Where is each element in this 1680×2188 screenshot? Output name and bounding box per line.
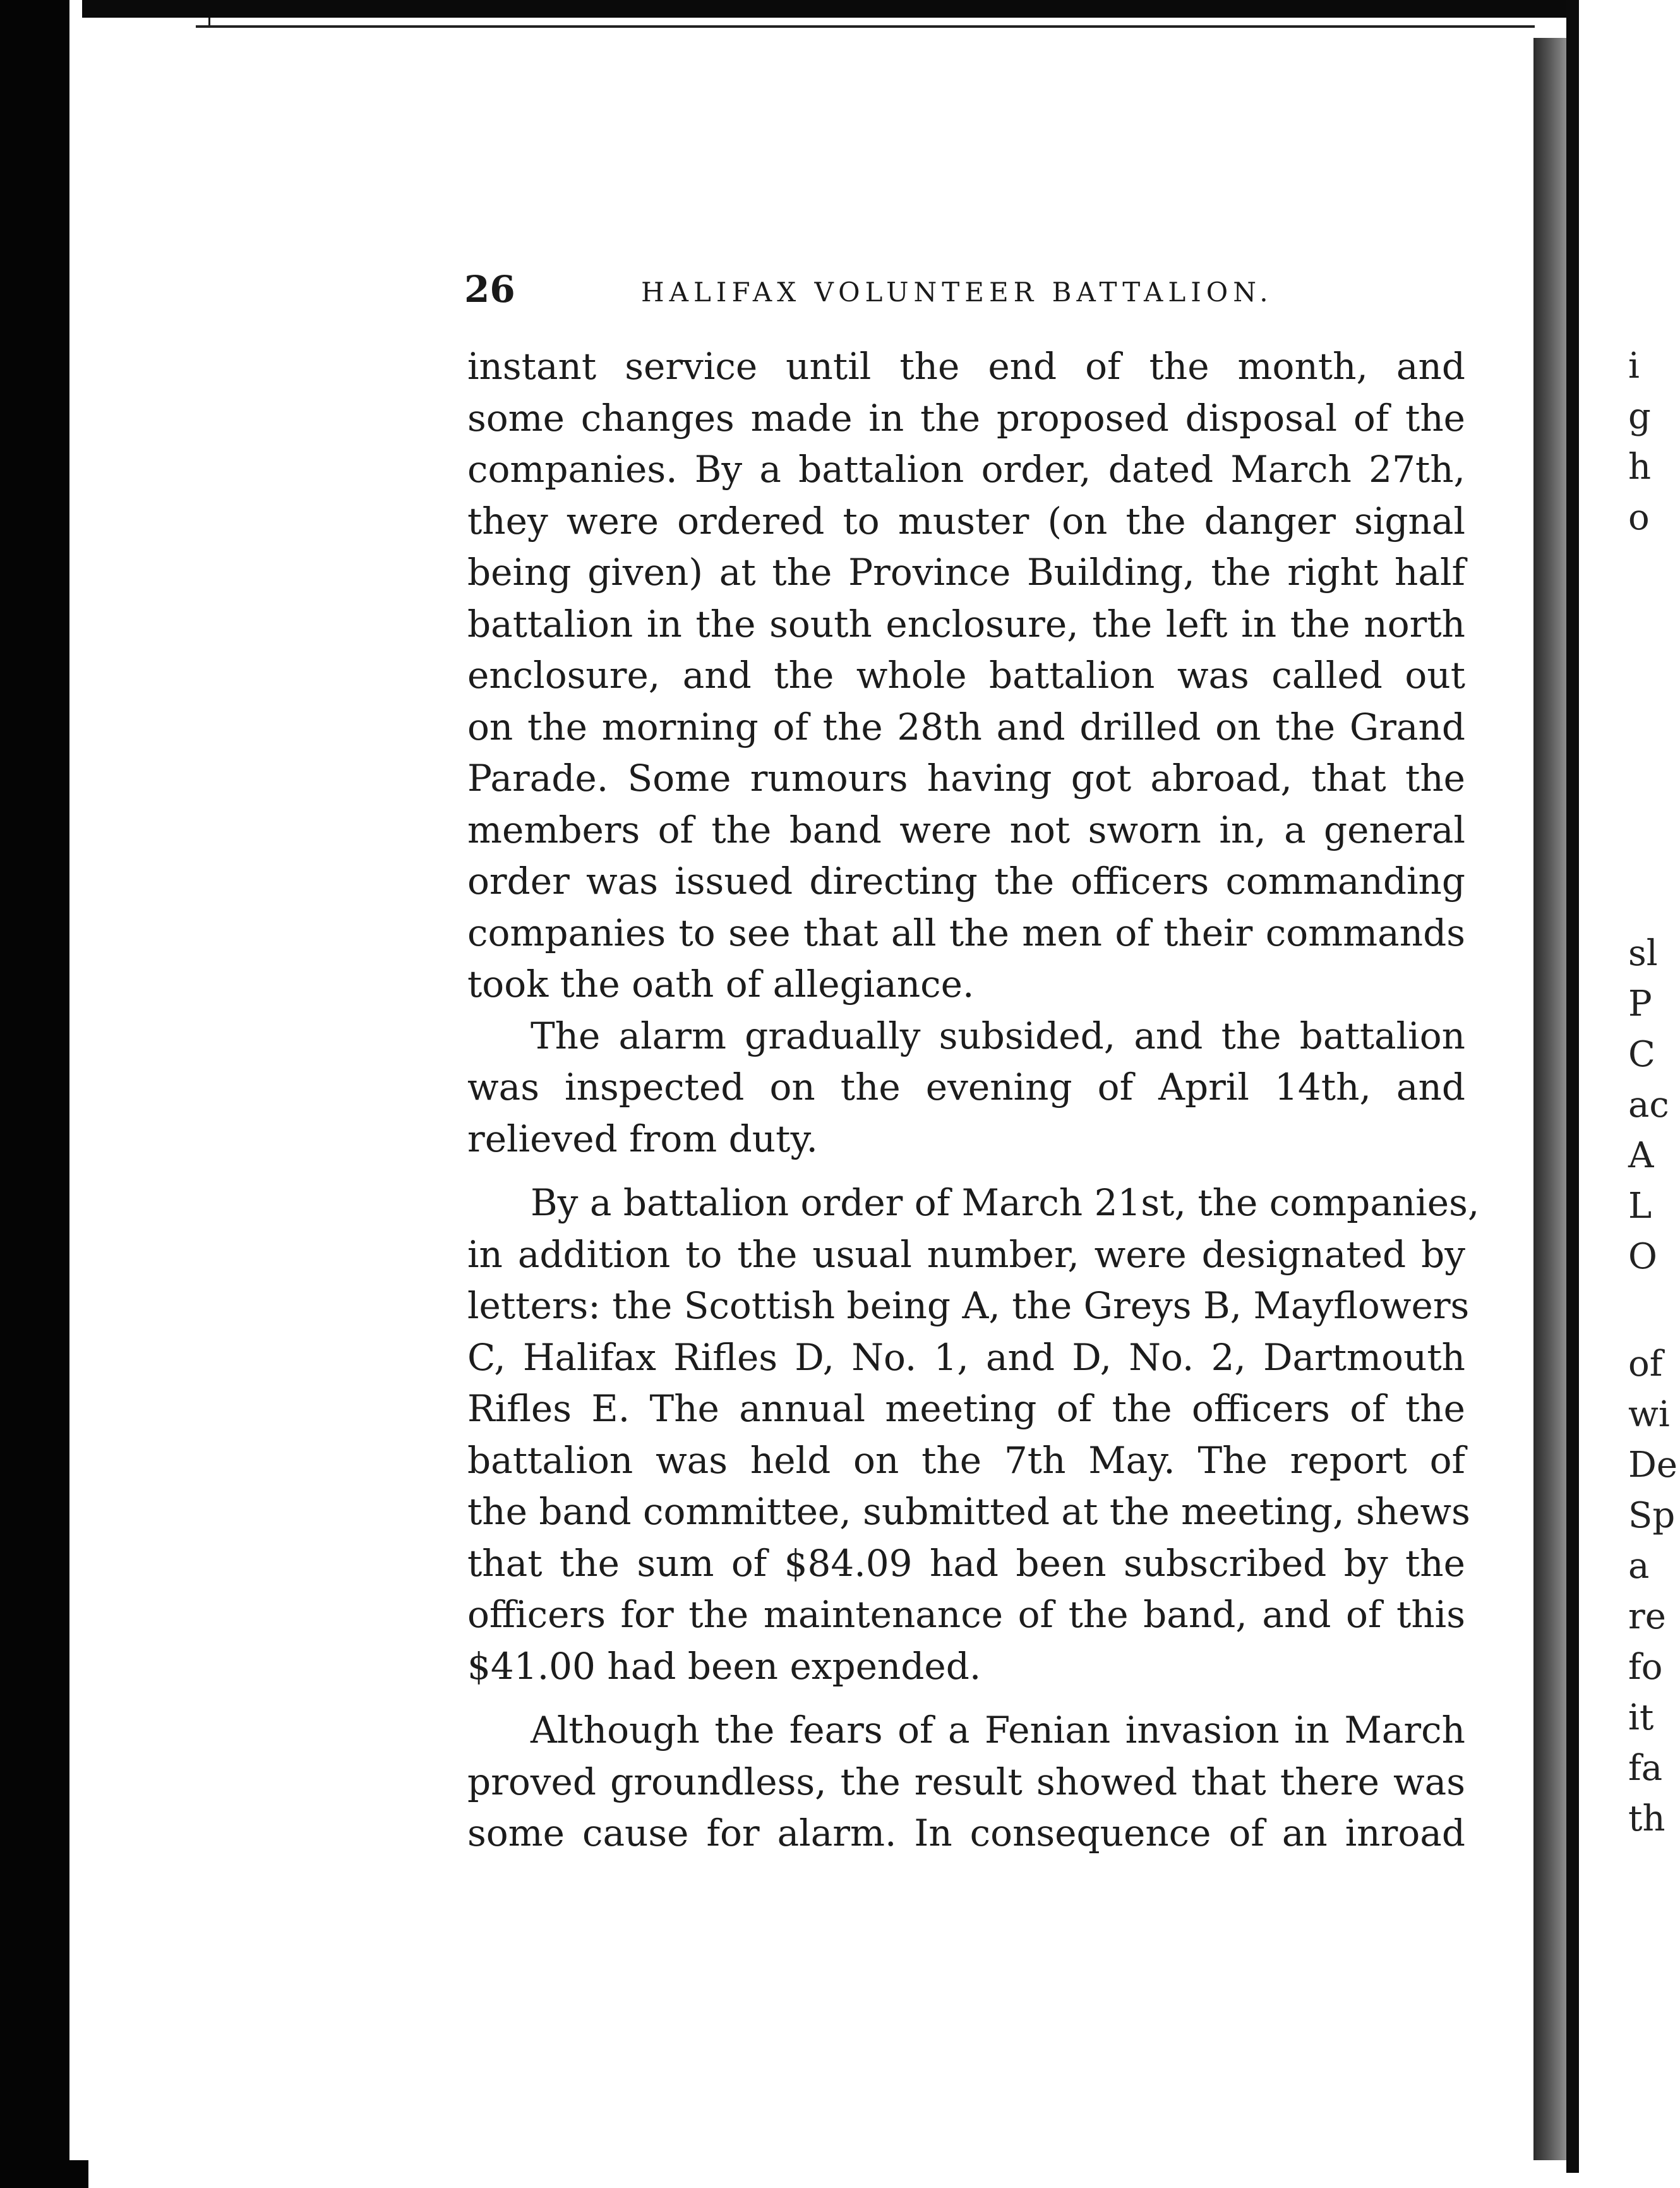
text-line: officers for the maintenance of the band, and of this: [467, 1593, 1465, 1636]
text-line: members of the band were not sworn in, a general: [467, 808, 1465, 851]
facing-fragment: of: [1628, 1343, 1663, 1385]
text-line: instant service until the end of the month, and: [467, 345, 1465, 388]
facing-fragment: A: [1628, 1135, 1654, 1176]
text-line: letters: the Scottish being A, the Greys B, Mayflowers: [467, 1284, 1470, 1327]
text-line: battalion in the south enclosure, the left in the north: [467, 602, 1465, 646]
text-line: order was issued directing the officers commanding: [467, 860, 1465, 903]
facing-page-text-group: [1628, 341, 1680, 543]
gutter-shadow: [1566, 0, 1579, 2188]
facing-fragment: it: [1628, 1697, 1654, 1738]
text-line: $41.00 had been expended.: [467, 1644, 981, 1688]
facing-fragment: fa: [1628, 1748, 1663, 1789]
bottom-margin: [189, 2173, 1579, 2188]
text-line: some cause for alarm. In consequence of an inroad: [467, 1812, 1465, 1854]
text-line: took the oath of allegiance.: [467, 963, 975, 1006]
facing-fragment: Sp: [1628, 1495, 1676, 1536]
text-line: the band committee, submitted at the meeting, shews: [467, 1490, 1470, 1533]
running-head: [464, 264, 1285, 315]
running-title: HALIFAX VOLUNTEER BATTALION.: [641, 277, 1273, 308]
text-line: The alarm gradually subsided, and the battalion: [531, 1014, 1465, 1057]
facing-fragment: De: [1628, 1445, 1678, 1486]
text-line: By a battalion order of March 21st, the companies,: [531, 1181, 1480, 1224]
facing-fragment: fo: [1628, 1647, 1663, 1688]
text-line: companies to see that all the men of their commands: [467, 911, 1465, 954]
text-line: that the sum of $84.09 had been subscribed by the: [467, 1541, 1465, 1585]
text-line: Rifles E. The annual meeting of the officers of the: [467, 1387, 1465, 1430]
text-line: in addition to the usual number, were designated by: [467, 1232, 1465, 1276]
facing-fragment: a: [1628, 1546, 1650, 1587]
facing-fragment: o: [1628, 497, 1650, 538]
text-line: enclosure, and the whole battalion was called out: [467, 654, 1465, 697]
text-line: relieved from duty.: [467, 1117, 818, 1160]
facing-fragment: O: [1628, 1236, 1657, 1277]
facing-fragment: i: [1628, 346, 1640, 387]
text-line: proved groundless, the result showed that there was: [467, 1760, 1465, 1803]
facing-fragment: sl: [1628, 933, 1658, 974]
text-line: Parade. Some rumours having got abroad, that the: [467, 757, 1465, 800]
text-line: C, Halifax Rifles D, No. 1, and D, No. 2, Dartmouth: [467, 1335, 1465, 1379]
text-line: battalion was held on the 7th May. The report of: [467, 1438, 1465, 1482]
facing-fragment: re: [1628, 1596, 1666, 1637]
text-line: on the morning of the 28th and drilled on the Grand: [467, 705, 1465, 748]
facing-fragment: ac: [1628, 1085, 1669, 1126]
facing-fragment: P: [1628, 983, 1652, 1025]
text-line: some changes made in the proposed disposal of the: [467, 396, 1465, 440]
facing-page-text-group: [1628, 929, 1680, 1282]
facing-page-text-group: [1628, 1339, 1680, 1844]
page-number: 26: [464, 268, 515, 311]
facing-fragment: th: [1628, 1798, 1665, 1839]
facing-fragment: wi: [1628, 1394, 1670, 1435]
facing-fragment: L: [1628, 1186, 1652, 1227]
body-text: [467, 341, 1480, 1860]
text-line: being given) at the Province Building, the right half: [467, 551, 1465, 594]
facing-fragment: h: [1628, 447, 1652, 488]
text-line: was inspected on the evening of April 14th, and: [467, 1066, 1465, 1109]
text-line: they were ordered to muster (on the danger signal: [467, 499, 1465, 543]
top-scan-band: [82, 0, 1598, 18]
text-line: Although the fears of a Fenian invasion in March: [531, 1709, 1465, 1752]
facing-fragment: g: [1628, 396, 1651, 437]
facing-fragment: C: [1628, 1034, 1655, 1075]
text-line: companies. By a battalion order, dated March 27th,: [467, 448, 1465, 491]
